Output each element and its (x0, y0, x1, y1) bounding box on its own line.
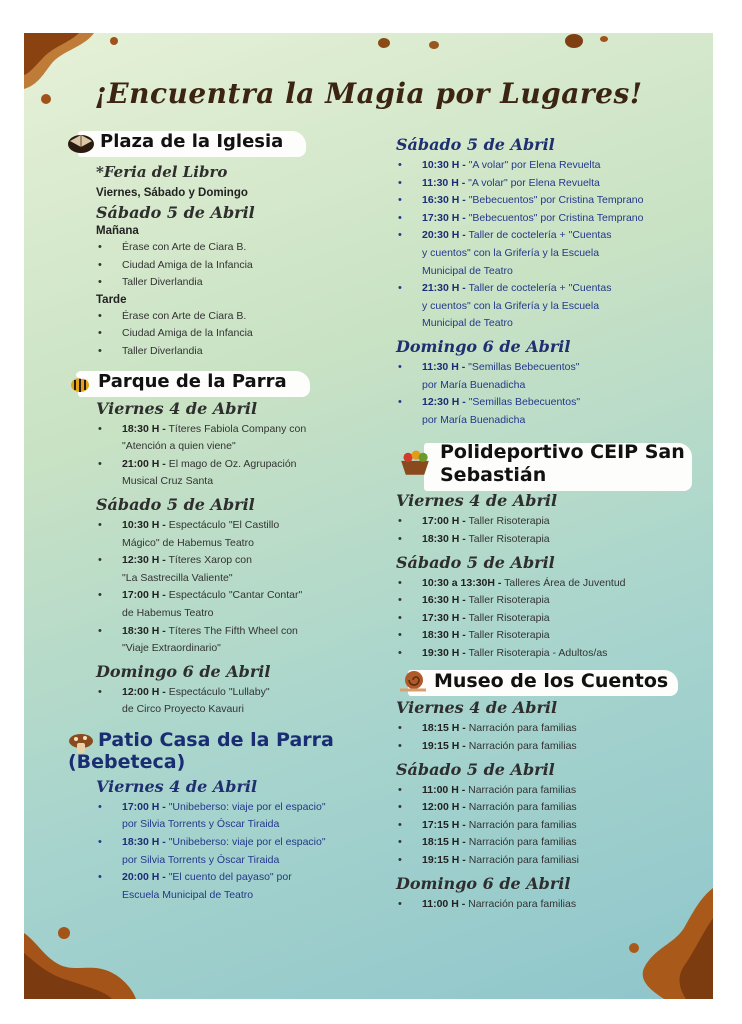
event-item (396, 192, 706, 210)
event-text: "Bebecuentos" por Cristina Temprano (465, 211, 644, 224)
event-time: 18:15 H - (422, 722, 466, 735)
event-time: 21:30 H - (422, 282, 466, 295)
event-time: 18:30 H - (122, 422, 166, 435)
day-heading: Viernes 4 de Abril (96, 776, 258, 796)
event-text: Títeres Xarop con (165, 554, 252, 567)
day-heading: Sábado 5 de Abril (396, 552, 555, 572)
manana-list (96, 239, 366, 292)
section-title: Polideportivo CEIP San (440, 441, 685, 464)
event-text-2: "Atención a quien viene" (122, 440, 236, 453)
event-text-2: de Habemus Teatro (122, 606, 214, 619)
caramel-splash-bottom-left (24, 913, 154, 999)
left-column (66, 129, 366, 904)
event-time: 18:30 H - (422, 629, 466, 642)
book-icon (66, 129, 96, 155)
day-heading: Domingo 6 de Abril (96, 661, 271, 681)
list-item: • Érase con Arte de Ciara B. (96, 239, 366, 257)
event-item (396, 852, 706, 870)
event-item (96, 552, 366, 587)
event-item (96, 421, 366, 456)
event-text: Taller Risoterapia - Adultos/as (465, 646, 608, 659)
event-time: 12:30 H - (422, 396, 466, 409)
section-parque-de-la-parra (66, 369, 366, 395)
event-text: Taller Risoterapia (465, 594, 550, 607)
poster-title: ¡Encuentra la Magia por Lugares! (94, 77, 643, 110)
event-text-2: de Circo Proyecto Kavauri (122, 703, 244, 716)
event-text-3: Municipal de Teatro (422, 264, 513, 277)
day-heading: Sábado 5 de Abril (396, 135, 555, 154)
section-title: Parque de la Parra (98, 370, 287, 392)
section-museo-de-los-cuentos (396, 668, 706, 694)
list-item: • Taller Diverlandia (96, 343, 366, 361)
event-item (396, 738, 706, 756)
day-heading: Sábado 5 de Abril (96, 494, 255, 514)
event-item (96, 834, 366, 869)
event-text: "A volar" por Elena Revuelta (465, 176, 600, 189)
event-time: 19:15 H - (422, 740, 466, 753)
event-text: Narración para familias (465, 897, 577, 910)
section-patio-casa-de-la-parra (66, 729, 366, 773)
event-text: Narración para familiasi (465, 854, 579, 867)
manana-label: Mañana (96, 225, 139, 237)
event-time: 12:00 H - (422, 801, 466, 814)
event-item (96, 517, 366, 552)
event-text: Narración para familias (465, 818, 577, 831)
event-item (396, 720, 706, 738)
event-item (96, 456, 366, 491)
event-item (396, 592, 706, 610)
event-text-2: "La Sastrecilla Valiente" (122, 571, 233, 584)
event-text: "A volar" por Elena Revuelta (465, 159, 601, 171)
event-item (96, 799, 366, 834)
day-heading: Viernes 4 de Abril (96, 398, 258, 418)
event-item (396, 280, 706, 333)
day-heading: Domingo 6 de Abril (396, 873, 571, 893)
event-item (96, 587, 366, 622)
event-text-2: por María Buenadicha (422, 378, 526, 391)
event-item (396, 210, 706, 228)
event-time: 10:30 a 13:30H - (422, 576, 502, 589)
event-list (96, 684, 366, 719)
day-heading: Viernes 4 de Abril (396, 491, 558, 511)
day-heading: Sábado 5 de Abril (96, 203, 255, 222)
event-item (96, 623, 366, 658)
event-item (396, 175, 706, 193)
tarde-list (96, 308, 366, 361)
event-time: 11:00 H - (422, 783, 466, 796)
event-list (396, 896, 706, 914)
event-list (96, 799, 366, 905)
event-list (396, 157, 706, 333)
event-item (396, 817, 706, 835)
event-text: Narración para familias (465, 783, 577, 796)
event-text-2: Musical Cruz Santa (122, 475, 214, 488)
day-heading: Viernes 4 de Abril (396, 698, 558, 718)
event-time: 11:30 H - (422, 176, 466, 189)
poster (24, 33, 713, 999)
event-item (396, 575, 706, 593)
event-item (396, 531, 706, 549)
museo-content (396, 698, 706, 913)
event-list (96, 421, 366, 491)
section-polideportivo (396, 441, 706, 487)
event-text-2: por María Buenadicha (422, 413, 526, 426)
event-time: 16:30 H - (422, 194, 466, 207)
caramel-drops-top (324, 33, 624, 63)
event-time: 16:30 H - (422, 594, 466, 607)
event-text: "Bebecuentos" por Cristina Temprano (465, 194, 644, 207)
event-list (396, 359, 706, 429)
event-text-2: por Silvia Torrents y Óscar Tiraida (122, 853, 280, 866)
event-item (396, 896, 706, 914)
event-text-2: Mágico" de Habemus Teatro (122, 536, 254, 549)
event-time: 17:00 H - (422, 515, 466, 528)
event-time: 17:30 H - (422, 611, 466, 624)
event-item (396, 513, 706, 531)
event-item (396, 394, 706, 429)
event-time: 21:00 H - (122, 457, 166, 470)
bee-icon (66, 369, 96, 395)
event-text: Taller de coctelería + "Cuentas (465, 229, 612, 242)
event-text-2: y cuentos" con la Grifería y la Escuela (422, 246, 600, 259)
list-item: • Érase con Arte de Ciara B. (96, 308, 366, 326)
section-title: Museo de los Cuentos (434, 670, 669, 693)
day-heading: Sábado 5 de Abril (396, 759, 555, 779)
event-time: 19:30 H - (422, 646, 466, 659)
event-item (396, 610, 706, 628)
event-text: Espectáculo "Cantar Contar" (165, 589, 303, 602)
feria-days: Viernes, Sábado y Domingo (96, 187, 248, 199)
polideportivo-content (396, 491, 706, 662)
right-column (396, 135, 706, 913)
event-text: Narración para familias (465, 740, 577, 753)
list-item: • Ciudad Amiga de la Infancia (96, 325, 366, 343)
event-text: Taller Risoterapia (465, 532, 550, 545)
parque-content (96, 399, 366, 719)
event-text-2: "Viaje Extraordinario" (122, 642, 221, 655)
event-list (96, 517, 366, 658)
event-item (396, 645, 706, 663)
event-text: Narración para familias (465, 836, 577, 849)
event-list (396, 720, 706, 755)
list-item: • Ciudad Amiga de la Infancia (96, 257, 366, 275)
event-time: 18:15 H - (422, 836, 466, 849)
basket-icon (396, 447, 434, 477)
event-text: Títeres The Fifth Wheel con (165, 624, 298, 637)
event-text: Talleres Área de Juventud (501, 576, 626, 589)
event-time: 10:30 H - (422, 159, 466, 171)
event-text: Narración para familias (465, 722, 577, 735)
event-item (96, 869, 366, 904)
event-text: Taller de coctelería + "Cuentas (465, 282, 612, 295)
event-text: "Unibeberso: viaje por el espacio" (165, 800, 326, 813)
section-title-2: (Bebeteca) (68, 750, 186, 773)
event-text: Taller Risoterapia (465, 611, 550, 624)
event-text: El mago de Oz. Agrupación (165, 457, 297, 470)
event-text-2: Escuela Municipal de Teatro (122, 888, 254, 901)
event-list (396, 782, 706, 870)
event-time: 19:15 H - (422, 854, 466, 867)
event-time: 17:00 H - (122, 800, 166, 813)
event-item (396, 627, 706, 645)
event-time: 12:30 H - (122, 554, 166, 567)
event-text: "Semillas Bebecuentos" (465, 360, 580, 373)
event-text: Taller Risoterapia (465, 515, 550, 528)
section-title: Patio Casa de la Parra (98, 728, 334, 751)
section-title-block (68, 728, 334, 773)
section-plaza-de-la-iglesia (66, 129, 366, 155)
event-item (96, 684, 366, 719)
event-time: 18:30 H - (122, 836, 166, 849)
section-title-2: Sebastián (440, 464, 547, 487)
tarde-label: Tarde (96, 293, 127, 306)
event-time: 11:30 H - (422, 360, 466, 373)
event-time: 17:30 H - (422, 211, 466, 224)
event-text: Taller Risoterapia (465, 629, 550, 642)
event-text-2: y cuentos" con la Grifería y la Escuela (422, 299, 600, 312)
event-time: 20:30 H - (422, 229, 466, 242)
event-time: 12:00 H - (122, 685, 166, 698)
event-list (396, 575, 706, 663)
section-title-block (440, 441, 685, 487)
event-text: Títeres Fabiola Company con (165, 422, 307, 435)
event-time: 17:00 H - (122, 589, 166, 602)
event-text: "El cuento del payaso" por (165, 871, 292, 884)
feria-title: *Feria del Libro (96, 163, 228, 181)
plaza-content (96, 163, 366, 361)
event-time: 18:30 H - (122, 624, 166, 637)
event-text-2: por Silvia Torrents y Óscar Tiraida (122, 818, 280, 831)
event-time: 17:15 H - (422, 818, 466, 831)
event-list (396, 513, 706, 548)
event-item (396, 227, 706, 280)
event-item (396, 799, 706, 817)
event-item (396, 157, 706, 175)
event-item (396, 359, 706, 394)
event-text: Espectáculo "El Castillo (165, 518, 280, 531)
bebeteca-content (396, 135, 706, 429)
event-item (396, 782, 706, 800)
event-time: 10:30 H - (122, 518, 166, 531)
snail-icon (396, 668, 430, 694)
event-time: 20:00 H - (122, 871, 166, 884)
event-time: 18:30 H - (422, 532, 466, 545)
list-item: • Taller Diverlandia (96, 274, 366, 292)
event-text: Espectáculo "Lullaby" (165, 685, 270, 698)
event-text-3: Municipal de Teatro (422, 317, 513, 330)
day-heading: Domingo 6 de Abril (396, 336, 571, 356)
event-time: 11:00 H - (422, 897, 466, 910)
patio-content (96, 777, 366, 905)
event-text: "Unibeberso: viaje por el espacio" (165, 836, 326, 849)
event-item (396, 834, 706, 852)
event-text: "Semillas Bebecuentos" (465, 396, 581, 409)
event-text: Narración para familias (465, 801, 577, 814)
section-title: Plaza de la Iglesia (100, 131, 284, 152)
